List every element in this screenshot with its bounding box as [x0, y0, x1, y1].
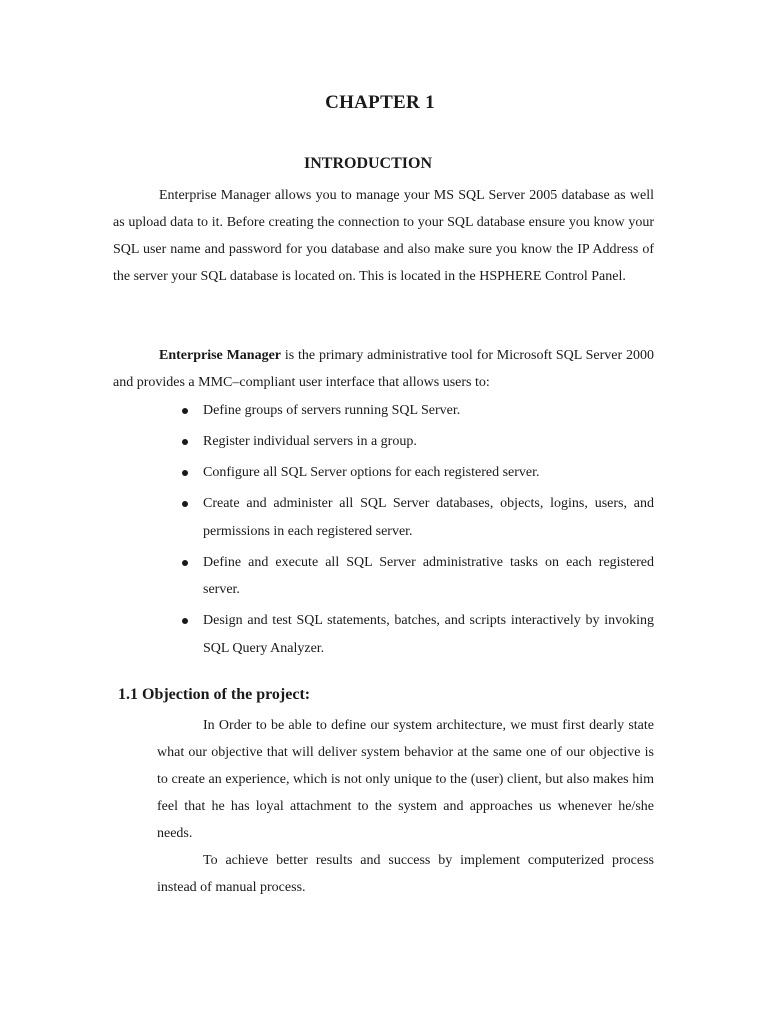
chapter-title: CHAPTER 1 — [325, 92, 435, 113]
objection-paragraph-2 — [157, 847, 654, 901]
list-item-text: Register individual servers in a group. — [203, 434, 417, 449]
enterprise-manager-text: is the primary administrative tool for Microsoft SQL Server 2000 and provides a MMC–compliant user interface that allows users to: — [113, 348, 654, 390]
list-item — [157, 490, 654, 545]
list-item — [157, 459, 654, 487]
enterprise-manager-bold-lead: Enterprise Manager — [159, 348, 282, 363]
introduction-paragraph — [113, 182, 654, 290]
list-item-text: Define and execute all SQL Server administrative tasks on each registered server. — [203, 554, 654, 597]
objection-paragraph-1 — [157, 712, 654, 847]
bullet-icon — [182, 501, 188, 507]
objection-text-1: In Order to be able to define our system architecture, we must first dearly state what our objective that will deliver system behavior at the same one of our objective is to create an experience, which is not only unique to the (user) client, but also makes him feel that he has loyal attachment to the system and approaches us whenever he/she needs. — [157, 718, 654, 841]
bullet-icon — [182, 470, 188, 476]
list-item-text: Design and test SQL statements, batches, and scripts interactively by invoking SQL Query Analyzer. — [203, 613, 654, 656]
introduction-heading: INTRODUCTION — [303, 155, 432, 172]
list-item — [157, 549, 654, 604]
list-item-text: Define groups of servers running SQL Server. — [203, 403, 461, 418]
enterprise-manager-paragraph — [113, 342, 654, 396]
bullet-icon — [182, 408, 188, 414]
list-item-text: Configure all SQL Server options for each registered server. — [203, 465, 540, 480]
list-item-text: Create and administer all SQL Server databases, objects, logins, users, and permissions in each registered server. — [203, 496, 654, 539]
bullet-icon — [182, 618, 188, 624]
introduction-text: Enterprise Manager allows you to manage your MS SQL Server 2005 database as well as upload data to it. Before creating the connection to your SQL database ensure you know your SQL user name and password for you database and also make sure you know the IP Address of the server your SQL database is located on. This is located in the HSPHERE Control Panel. — [113, 188, 654, 284]
objection-text-2: To achieve better results and success by implement computerized process instead of manual process. — [157, 853, 654, 895]
bullet-icon — [182, 439, 188, 445]
list-item — [157, 428, 654, 456]
objection-heading: 1.1 Objection of the project: — [118, 686, 311, 703]
list-item — [157, 397, 654, 425]
list-item — [157, 607, 654, 662]
feature-bullet-list — [157, 397, 654, 666]
bullet-icon — [182, 560, 188, 566]
